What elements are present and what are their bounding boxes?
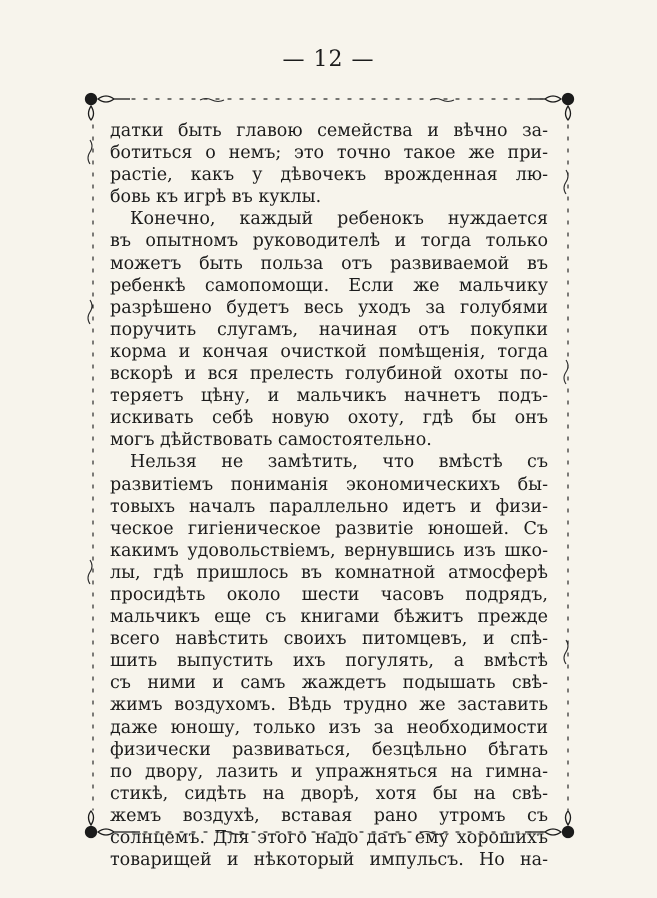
text-line: разрѣшено будетъ весь уходъ за голубями xyxy=(110,297,548,318)
text-line: растіе, какъ у дѣвочекъ врожденная лю- xyxy=(110,165,548,186)
text-line: поручить слугамъ, начиная отъ покупки xyxy=(110,319,548,340)
text-line: всего навѣстить своихъ питомцевъ, и спѣ- xyxy=(110,629,548,650)
text-line: ребенкѣ самопомощи. Если же мальчику xyxy=(110,275,548,296)
text-line: просидѣть около шести часовъ подрядъ, xyxy=(110,584,548,605)
text-line: теряетъ цѣну, и мальчикъ начнетъ подъ- xyxy=(110,386,548,407)
text-line: товарищей и нѣкоторый импульсъ. Но на- xyxy=(110,850,548,871)
text-line: съ ними и самъ жаждетъ подышать свѣ- xyxy=(110,673,548,694)
text-line: мальчикъ еще съ книгами бѣжитъ прежде xyxy=(110,607,548,628)
text-line: жемъ воздухѣ, вставая рано утромъ съ xyxy=(110,805,548,826)
corner-ornament-top-left xyxy=(86,94,131,121)
text-line: по двору, лазить и упражняться на гимна- xyxy=(110,761,548,782)
text-line: солнцемъ. Для этого надо дать ему хорошихъ xyxy=(110,828,548,848)
text-line: развитіемъ пониманія экономическихъ бы- xyxy=(110,474,548,495)
text-line: жимъ воздухомъ. Вѣдь трудно же заставить xyxy=(110,695,548,716)
text-line: какимъ удовольствіемъ, вернувшись изъ шко- xyxy=(110,540,548,561)
text-line: вскорѣ и вся прелесть голубиной охоты по- xyxy=(110,364,548,385)
page-number: — 12 — xyxy=(282,47,375,72)
text-line: корма и кончая очисткой помѣщенія, тогда xyxy=(110,341,548,362)
text-line: въ опытномъ руководителѣ и тогда только xyxy=(110,231,548,252)
text-line: шить выпустить ихъ погулять, а вмѣстѣ xyxy=(110,651,548,672)
text-line: ботиться о немъ; это точно такое же при- xyxy=(110,143,548,164)
text-line: физически развиваться, безцѣльно бѣгать xyxy=(110,739,548,760)
text-line: даже юношу, только изъ за необходимости xyxy=(110,717,548,738)
text-line: ческое гигіеническое развитіе юношей. Съ xyxy=(110,518,548,539)
text-line: бовь къ игрѣ въ куклы. xyxy=(110,187,322,208)
text-line: товыхъ началъ параллельно идетъ и физи- xyxy=(110,496,548,517)
text-line: могъ дѣйствовать самостоятельно. xyxy=(110,430,432,451)
text-line: Нельзя не замѣтить, что вмѣстѣ съ xyxy=(130,452,548,473)
text-line: можетъ быть польза отъ развиваемой въ xyxy=(110,253,548,274)
text-line: Конечно, каждый ребенокъ нуждается xyxy=(130,209,548,230)
body-text xyxy=(110,120,548,871)
text-line: искивать себѣ новую охоту, гдѣ бы онъ xyxy=(110,408,548,429)
text-line: датки быть главою семейства и вѣчно за- xyxy=(110,121,548,141)
corner-ornament-top-right xyxy=(530,94,574,121)
text-line: стикѣ, сидѣть на дворѣ, хотя бы на свѣ- xyxy=(110,783,548,804)
text-line: лы, гдѣ пришлось въ комнатной атмосферѣ xyxy=(110,562,548,583)
